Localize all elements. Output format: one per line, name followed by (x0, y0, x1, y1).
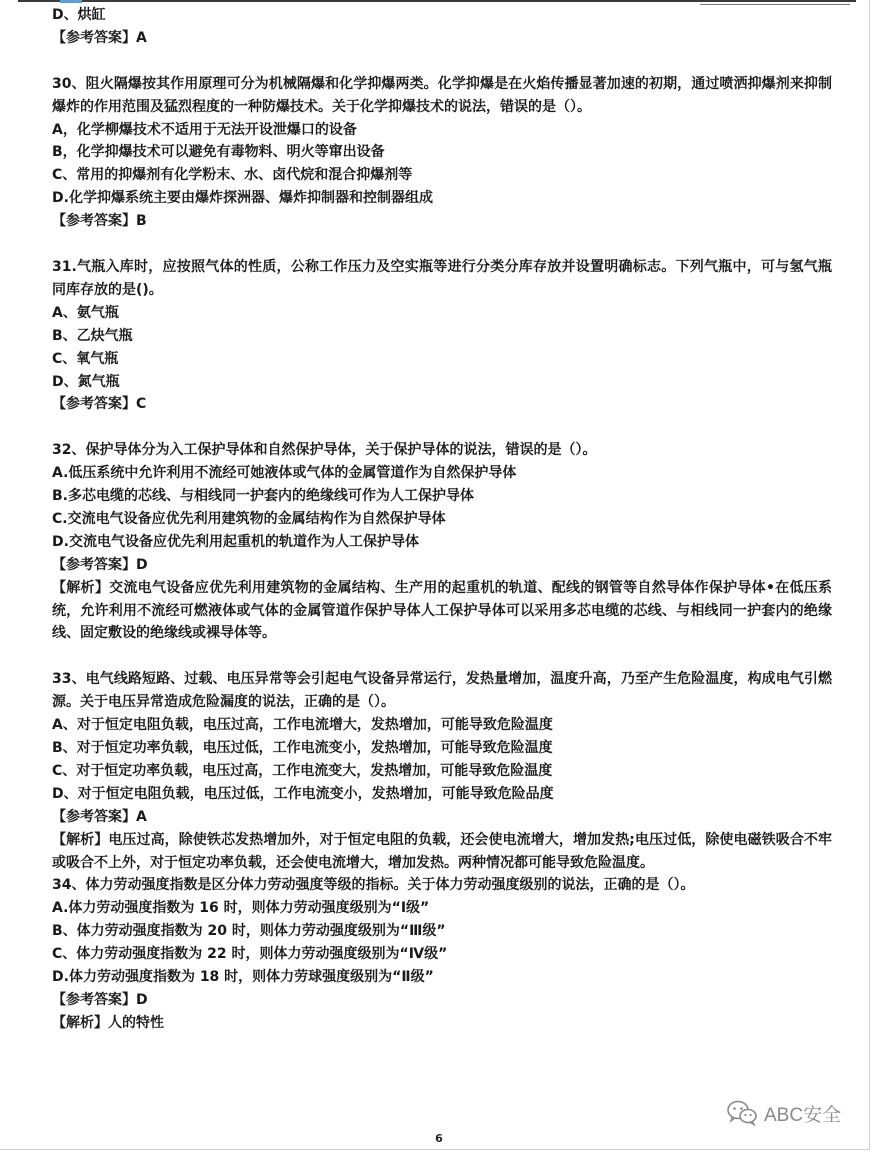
option-c: C、常用的抑爆剂有化学粉末、水、卤代烷和混合抑爆剂等 (52, 167, 413, 184)
watermark-text: ABC安全 (764, 1104, 842, 1126)
option-b: B，化学抑爆技术可以避免有毒物料、明火等窜出设备 (52, 144, 385, 161)
answer-value: A (136, 29, 147, 46)
option-b: B.多芯电缆的芯线、与相线同一护套内的绝缘线可作为人工保护导体 (52, 488, 474, 505)
answer-line (52, 554, 832, 577)
option-a: A.体力劳动强度指数为 16 时，则体力劳动强度级别为“Ⅰ级” (52, 900, 430, 917)
explanation-text: 交流电气设备应优先利用建筑物的金属结构、生产用的起重机的轨道、配线的钢管等自然导体作保护导体•在低压系统，允许利用不流经可燃液体或气体的金属管道作保护导体人工保护导体可以采用多芯电缆的芯线、与相线同一护套内的绝缘线、固定敷设的绝缘线或裸导体等。 (52, 579, 833, 642)
document-body (52, 4, 832, 1035)
option-d: D、对于恒定电阻负载，电压过低，工作电流变小，发热增加，可能导致危险品度 (52, 785, 554, 802)
answer-line (52, 27, 832, 50)
answer-value: D (136, 991, 148, 1008)
answer-label: 【参考答案】 (52, 396, 136, 413)
answer-value: D (136, 556, 148, 573)
question-33 (52, 668, 832, 874)
option-c: C、对于恒定功率负载，电压过高，工作电流变大，发热增加，可能导致危险温度 (52, 762, 553, 779)
question-30 (52, 73, 832, 233)
option-d: D.体力劳动强度指数为 18 时，则体力劳球强度级别为“Ⅱ级” (52, 969, 434, 986)
option-c: C.交流电气设备应优先利用建筑物的金属结构作为自然保护导体 (52, 511, 446, 527)
answer-label: 【参考答案】 (52, 213, 136, 230)
question-31 (52, 256, 832, 416)
answer-value: C (136, 396, 147, 413)
question-stem: 32、保护导体分为入工保护导体和自然保护导体，关于保护导体的说法，错误的是（）。 (52, 442, 597, 459)
answer-line (52, 806, 832, 829)
option-c: C、体力劳动强度指数为 22 时，则体力劳动强度级别为“Ⅳ级” (52, 946, 448, 963)
question-34 (52, 874, 832, 1034)
header-accent (60, 0, 82, 3)
option-a: A、对于恒定电阻负载，电压过高，工作电流增大，发热增加，可能导致危险温度 (52, 717, 553, 734)
explanation (52, 1012, 832, 1035)
answer-line (52, 210, 832, 233)
answer-value: A (136, 808, 147, 825)
option-d: D、烘缸 (52, 7, 106, 23)
option-d: D、氮气瓶 (52, 373, 120, 390)
wechat-icon (726, 1099, 758, 1127)
explanation-text: 电压过高，除使铁芯发热增加外，对于恒定电阻的负载，还会使电流增大，增加发热;电压过低，除使电磁铁吸合不牢或吸合不上外，对于恒定功率负载，还会使电流增大，增加发热。两种情况都可能导致危险温度。 (52, 831, 832, 871)
option-c: C、氧气瓶 (52, 350, 119, 367)
explanation-label: 【解析】 (52, 579, 110, 596)
question-stem: 31.气瓶入库时，应按照气体的性质，公称工作压力及空实瓶等进行分类分库存放并设置明确标志。下列气瓶中，可与氢气瓶同库存放的是()。 (52, 259, 832, 298)
answer-line (52, 393, 832, 416)
option-d: D.交流电气设备应优先利用起重机的轨道作为人工保护导体 (52, 533, 419, 550)
option-b: B、乙炔气瓶 (52, 327, 133, 344)
question-stem: 34、体力劳动强度指数是区分体力劳动强度等级的指标。关于体力劳动强度级别的说法，正确的是（）。 (52, 877, 695, 894)
answer-label: 【参考答案】 (52, 556, 136, 573)
option-a: A、氨气瓶 (52, 304, 119, 321)
explanation-label: 【解析】 (52, 831, 109, 848)
answer-label: 【参考答案】 (52, 29, 136, 46)
question-stem: 30、阻火隔爆按其作用原理可分为机械隔爆和化学抑爆两类。化学抑爆是在火焰传播显著加速的初期，通过喷洒抑爆剂来抑制爆炸的作用范围及猛烈程度的一种防爆技术。关于化学抑爆技术的说法，错误的是（）。 (52, 75, 832, 115)
answer-label: 【参考答案】 (52, 808, 136, 825)
option-a: A.低压系统中允许利用不流经可她液体或气体的金属管道作为自然保护导体 (52, 465, 517, 482)
question-stem: 33、电气线路短路、过载、电压异常等会引起电气设备异常运行，发热量增加，温度升高，乃至产生危险温度，构成电气引燃源。关于电压异常造成危险漏度的说法，正确的是（）。 (52, 671, 832, 711)
answer-value: B (136, 213, 147, 230)
option-d: D.化学抑爆系统主要由爆炸探洲器、爆炸抑制器和控制器组成 (52, 190, 433, 207)
explanation-text: 人的特性 (108, 1014, 164, 1031)
explanation (52, 577, 832, 646)
option-b: B、体力劳动强度指数为 20 时，则体力劳动强度级别为“Ⅲ级” (52, 923, 446, 940)
watermark (726, 1098, 841, 1128)
question-32 (52, 439, 832, 645)
explanation-label: 【解析】 (52, 1014, 108, 1031)
page-number: 6 (435, 1132, 443, 1145)
explanation (52, 829, 832, 875)
option-a: A，化学柳爆技术不适用于无法开设泄爆口的设备 (52, 121, 357, 138)
answer-line (52, 989, 832, 1012)
option-b: B、对于恒定功率负载，电压过低，工作电流变小，发热增加，可能导致危险温度 (52, 740, 553, 757)
answer-label: 【参考答案】 (52, 991, 136, 1008)
